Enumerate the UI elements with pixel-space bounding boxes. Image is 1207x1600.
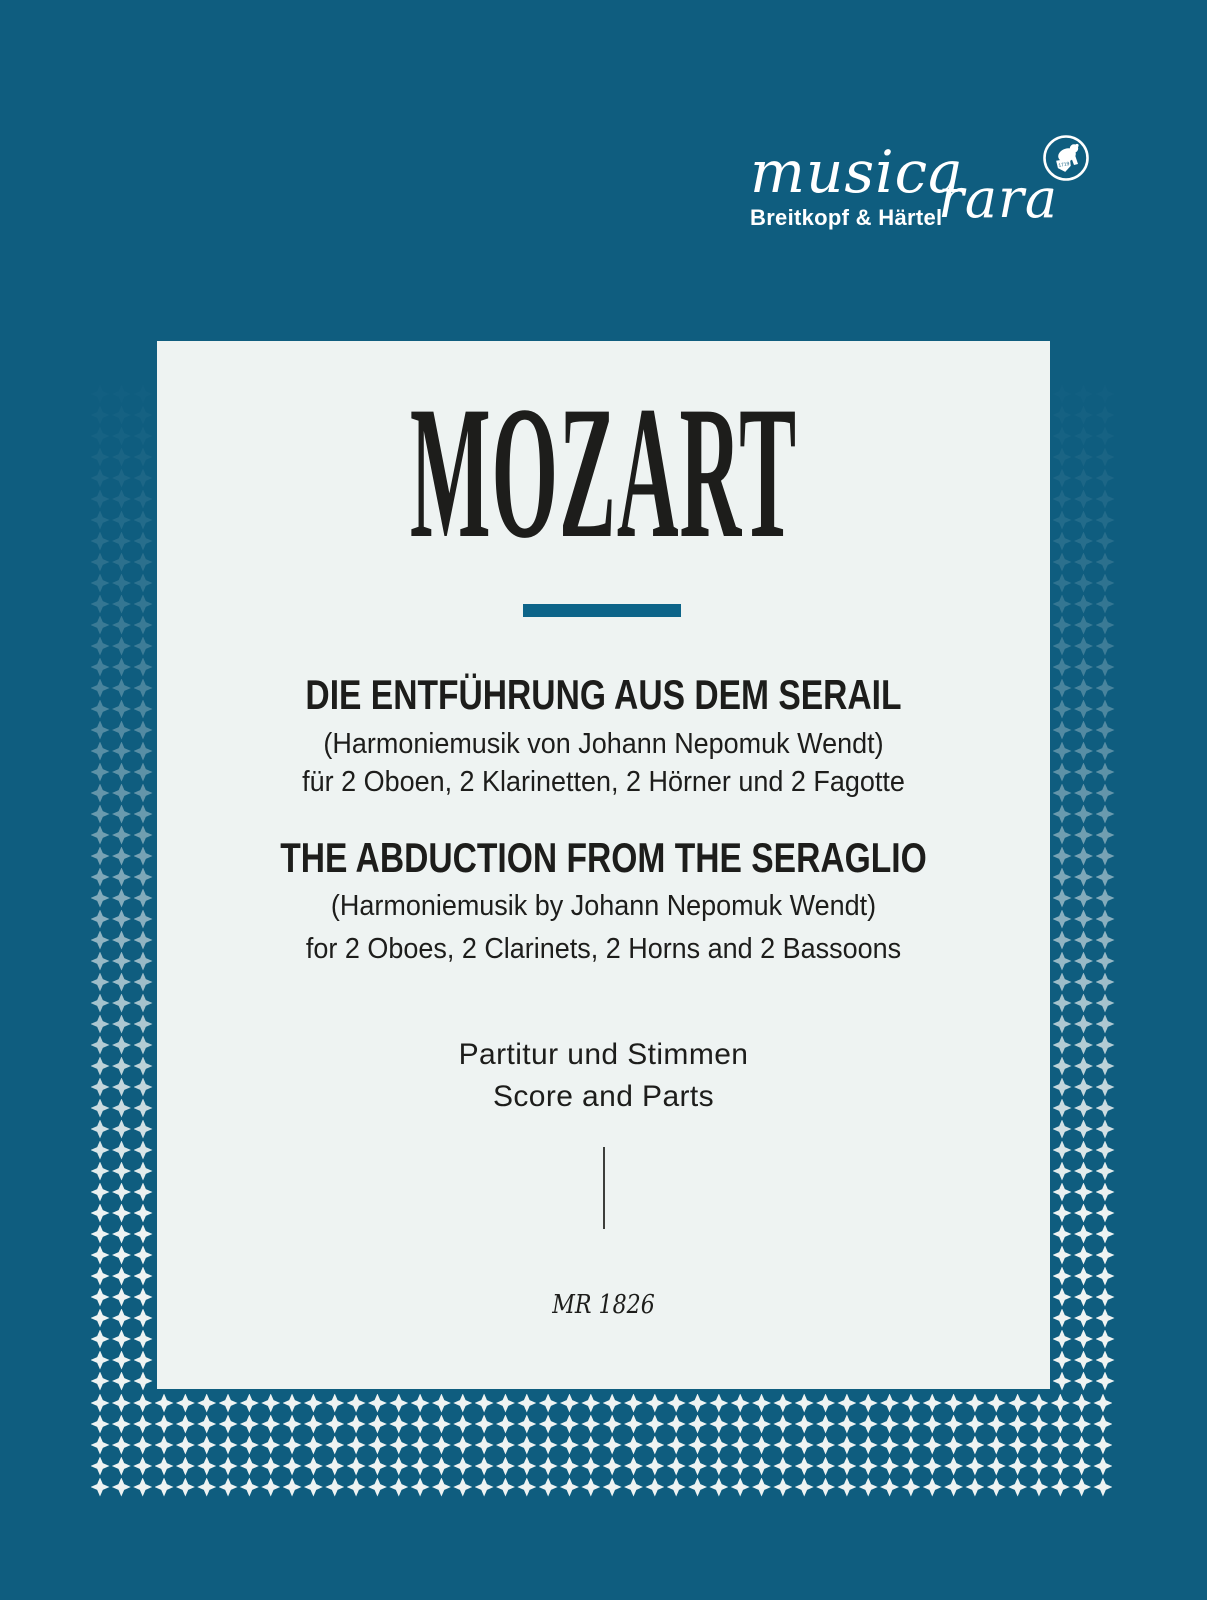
title-en-arranger: (Harmoniemusik by Johann Nepomuk Wendt) [330,890,877,922]
title-en-main: THE ABDUCTION FROM THE SERAGLIO [280,834,927,881]
logo-publisher-name: Breitkopf & Härtel [750,205,943,230]
title-en-scoring: for 2 Oboes, 2 Clarinets, 2 Horns and 2 Bassoons [305,933,902,965]
bear-emblem-icon [1040,132,1092,184]
edition-line-en: Score and Parts [492,1080,715,1113]
logo-wordmark-musica: musica [750,138,964,206]
accent-bar [523,604,681,617]
catalog-number: MR 1826 [552,1290,655,1320]
emblem-year: 1719 [1058,161,1070,169]
title-de-scoring: für 2 Oboen, 2 Klarinetten, 2 Hörner und 2 Fagotte [302,766,905,798]
edition-line-de: Partitur und Stimmen [458,1038,749,1071]
title-de-arranger: (Harmoniemusik von Johann Nepomuk Wendt) [323,728,884,760]
composer-title: MOZART [409,368,798,578]
vertical-divider [603,1147,605,1229]
logo-wordmark-rara: rara [938,167,1059,230]
title-de-main: DIE ENTFÜHRUNG AUS DEM SERAIL [305,671,902,718]
